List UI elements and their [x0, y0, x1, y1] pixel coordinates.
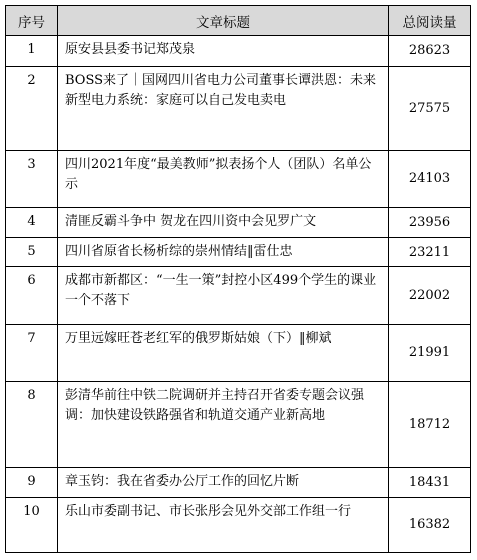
table-row — [6, 207, 471, 237]
table-row — [6, 382, 471, 468]
rank-cell: 9 — [6, 467, 58, 497]
title-cell: 彭清华前往中铁二院调研并主持召开省委专题会议强调：加快建设铁路强省和轨道交通产业新高地 — [58, 382, 389, 468]
reads-cell: 28623 — [389, 36, 471, 67]
table-row — [6, 497, 471, 552]
rank-cell: 4 — [6, 207, 58, 237]
table-row — [6, 267, 471, 324]
title-cell: 万里远嫁旺苍老红军的俄罗斯姑娘（下）‖柳斌 — [58, 324, 389, 381]
reads-cell: 18712 — [389, 382, 471, 468]
rank-cell: 1 — [6, 36, 58, 67]
article-ranking-table — [5, 5, 471, 553]
title-cell: 清匪反霸斗争中 贺龙在四川资中会见罗广文 — [58, 207, 389, 237]
reads-cell: 27575 — [389, 66, 471, 150]
reads-cell: 21991 — [389, 324, 471, 381]
rank-cell: 2 — [6, 66, 58, 150]
reads-cell: 16382 — [389, 497, 471, 552]
table-row — [6, 66, 471, 150]
table-row — [6, 324, 471, 381]
title-cell: 乐山市委副书记、市长张彤会见外交部工作组一行 — [58, 497, 389, 552]
reads-cell: 23211 — [389, 237, 471, 267]
rank-cell: 3 — [6, 150, 58, 207]
rank-header: 序号 — [6, 6, 58, 36]
title-header: 文章标题 — [58, 6, 389, 36]
reads-header: 总阅读量 — [389, 6, 471, 36]
reads-cell: 24103 — [389, 150, 471, 207]
table-row — [6, 467, 471, 497]
table-row — [6, 150, 471, 207]
title-cell: 原安县县委书记郑茂泉 — [58, 36, 389, 67]
table-row — [6, 237, 471, 267]
title-cell: BOSS来了｜国网四川省电力公司董事长谭洪恩：未来新型电力系统：家庭可以自己发电卖电 — [58, 66, 389, 150]
reads-cell: 23956 — [389, 207, 471, 237]
rank-cell: 5 — [6, 237, 58, 267]
rank-cell: 10 — [6, 497, 58, 552]
reads-cell: 18431 — [389, 467, 471, 497]
rank-cell: 7 — [6, 324, 58, 381]
title-cell: 四川省原省长杨析综的崇州情结‖雷仕忠 — [58, 237, 389, 267]
reads-cell: 22002 — [389, 267, 471, 324]
rank-cell: 8 — [6, 382, 58, 468]
rank-cell: 6 — [6, 267, 58, 324]
title-cell: 四川2021年度“最美教师”拟表扬个人（团队）名单公示 — [58, 150, 389, 207]
title-cell: 章玉钧：我在省委办公厅工作的回忆片断 — [58, 467, 389, 497]
table-row — [6, 36, 471, 67]
header-row — [6, 6, 471, 36]
title-cell: 成都市新都区：“一生一策”封控小区499个学生的课业一个不落下 — [58, 267, 389, 324]
